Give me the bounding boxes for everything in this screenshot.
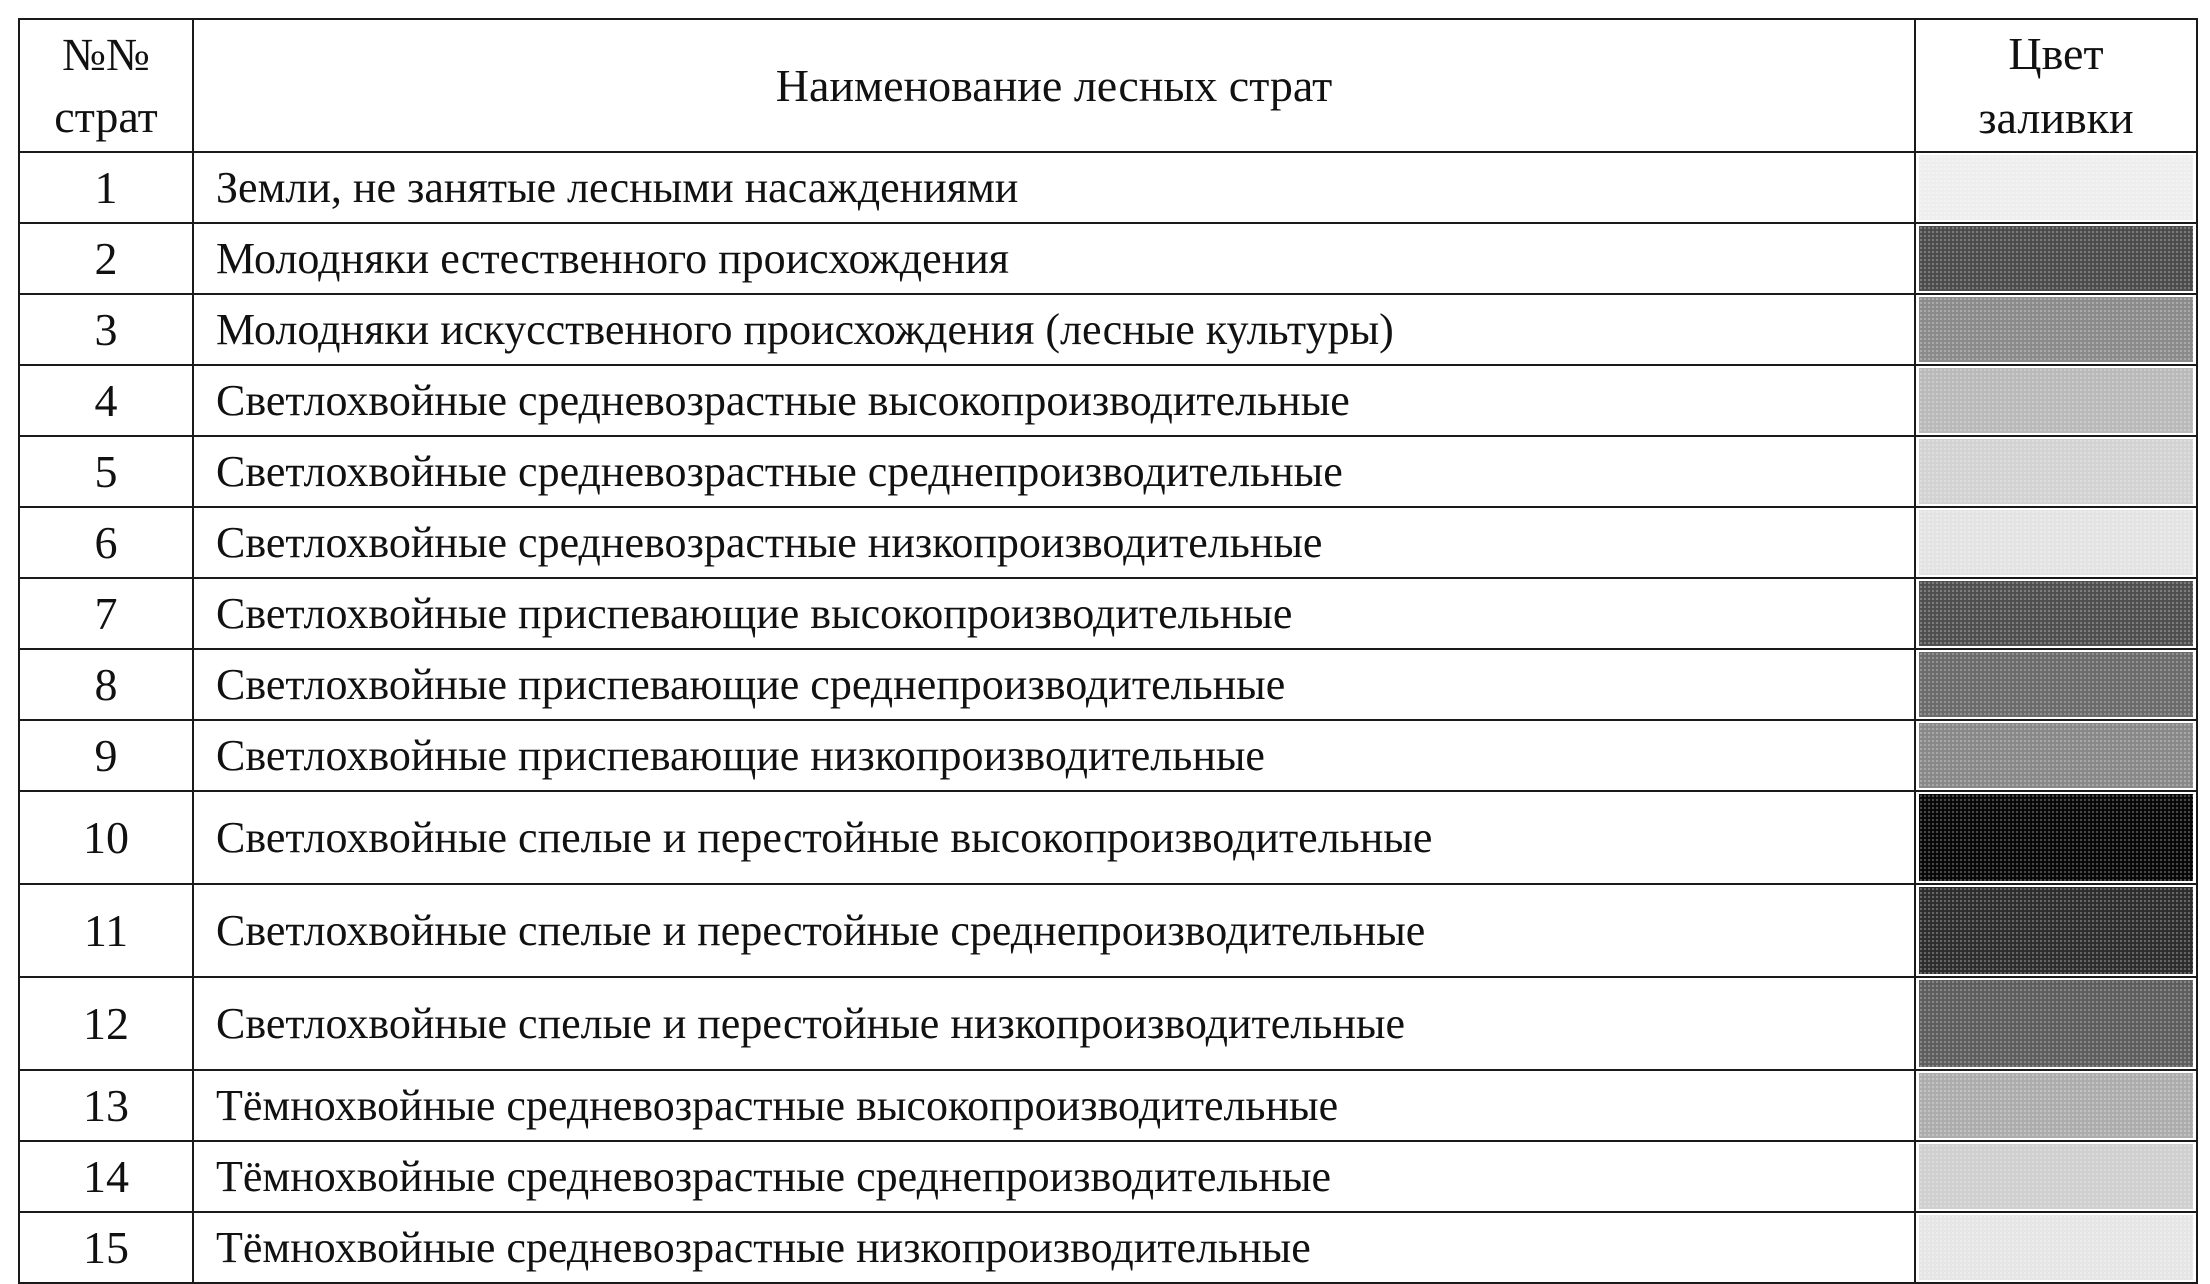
strata-number-cell: 11 bbox=[19, 884, 193, 977]
fill-color-swatch bbox=[1919, 581, 2193, 646]
table-row bbox=[19, 649, 2197, 720]
table-row bbox=[19, 1212, 2197, 1283]
header-number-line2: страт bbox=[54, 90, 158, 142]
table-row bbox=[19, 294, 2197, 365]
fill-color-swatch bbox=[1919, 794, 2193, 881]
fill-color-cell bbox=[1915, 1141, 2197, 1212]
strata-name-cell: Светлохвойные приспевающие среднепроизводительные bbox=[193, 649, 1915, 720]
strata-number-cell: 9 bbox=[19, 720, 193, 791]
fill-color-swatch bbox=[1919, 980, 2193, 1067]
table-row bbox=[19, 1141, 2197, 1212]
strata-name-cell: Светлохвойные средневозрастные низкопроизводительные bbox=[193, 507, 1915, 578]
fill-color-swatch bbox=[1919, 1144, 2193, 1209]
fill-color-cell bbox=[1915, 365, 2197, 436]
fill-color-swatch bbox=[1919, 1073, 2193, 1138]
fill-color-cell bbox=[1915, 1070, 2197, 1141]
fill-color-swatch bbox=[1919, 723, 2193, 788]
strata-number-cell: 2 bbox=[19, 223, 193, 294]
strata-number-cell: 10 bbox=[19, 791, 193, 884]
fill-color-swatch bbox=[1919, 297, 2193, 362]
strata-number-cell: 5 bbox=[19, 436, 193, 507]
fill-color-cell bbox=[1915, 720, 2197, 791]
fill-color-cell bbox=[1915, 649, 2197, 720]
header-number-line1: №№ bbox=[62, 28, 150, 80]
fill-color-cell bbox=[1915, 1212, 2197, 1283]
table-row bbox=[19, 884, 2197, 977]
fill-color-cell bbox=[1915, 223, 2197, 294]
fill-color-swatch bbox=[1919, 226, 2193, 291]
fill-color-cell bbox=[1915, 578, 2197, 649]
strata-number-cell: 8 bbox=[19, 649, 193, 720]
header-color-line2: заливки bbox=[1978, 91, 2134, 143]
strata-name-cell: Светлохвойные средневозрастные среднепроизводительные bbox=[193, 436, 1915, 507]
fill-color-cell bbox=[1915, 884, 2197, 977]
fill-color-swatch bbox=[1919, 510, 2193, 575]
fill-color-swatch bbox=[1919, 155, 2193, 220]
table-row bbox=[19, 152, 2197, 223]
header-strata-name: Наименование лесных страт bbox=[193, 19, 1915, 152]
fill-color-cell bbox=[1915, 507, 2197, 578]
table-row bbox=[19, 791, 2197, 884]
strata-name-cell: Светлохвойные спелые и перестойные среднепроизводительные bbox=[193, 884, 1915, 977]
strata-name-cell: Молодняки естественного происхождения bbox=[193, 223, 1915, 294]
fill-color-swatch bbox=[1919, 1215, 2193, 1280]
strata-name-cell: Светлохвойные средневозрастные высокопроизводительные bbox=[193, 365, 1915, 436]
header-color-line1: Цвет bbox=[2008, 27, 2104, 79]
strata-name-cell: Тёмнохвойные средневозрастные низкопроизводительные bbox=[193, 1212, 1915, 1283]
strata-number-cell: 4 bbox=[19, 365, 193, 436]
table-row bbox=[19, 977, 2197, 1070]
strata-name-cell: Светлохвойные приспевающие высокопроизводительные bbox=[193, 578, 1915, 649]
strata-name-cell: Светлохвойные спелые и перестойные низкопроизводительные bbox=[193, 977, 1915, 1070]
fill-color-swatch bbox=[1919, 439, 2193, 504]
strata-number-cell: 7 bbox=[19, 578, 193, 649]
fill-color-cell bbox=[1915, 152, 2197, 223]
strata-table bbox=[18, 18, 2198, 1284]
strata-number-cell: 15 bbox=[19, 1212, 193, 1283]
fill-color-cell bbox=[1915, 977, 2197, 1070]
table-body bbox=[19, 152, 2197, 1283]
strata-name-cell: Светлохвойные приспевающие низкопроизводительные bbox=[193, 720, 1915, 791]
strata-number-cell: 13 bbox=[19, 1070, 193, 1141]
fill-color-swatch bbox=[1919, 368, 2193, 433]
fill-color-cell bbox=[1915, 791, 2197, 884]
header-strata-number bbox=[19, 19, 193, 152]
table-row bbox=[19, 578, 2197, 649]
strata-name-cell: Земли, не занятые лесными насаждениями bbox=[193, 152, 1915, 223]
header-fill-color bbox=[1915, 19, 2197, 152]
table-row bbox=[19, 365, 2197, 436]
strata-number-cell: 1 bbox=[19, 152, 193, 223]
table-header-row bbox=[19, 19, 2197, 152]
fill-color-cell bbox=[1915, 436, 2197, 507]
strata-number-cell: 14 bbox=[19, 1141, 193, 1212]
fill-color-cell bbox=[1915, 294, 2197, 365]
table-row bbox=[19, 720, 2197, 791]
strata-number-cell: 3 bbox=[19, 294, 193, 365]
table-row bbox=[19, 436, 2197, 507]
fill-color-swatch bbox=[1919, 887, 2193, 974]
strata-number-cell: 6 bbox=[19, 507, 193, 578]
fill-color-swatch bbox=[1919, 652, 2193, 717]
table-row bbox=[19, 1070, 2197, 1141]
strata-number-cell: 12 bbox=[19, 977, 193, 1070]
table-row bbox=[19, 223, 2197, 294]
strata-name-cell: Молодняки искусственного происхождения (лесные культуры) bbox=[193, 294, 1915, 365]
strata-name-cell: Тёмнохвойные средневозрастные среднепроизводительные bbox=[193, 1141, 1915, 1212]
strata-name-cell: Тёмнохвойные средневозрастные высокопроизводительные bbox=[193, 1070, 1915, 1141]
table-row bbox=[19, 507, 2197, 578]
strata-name-cell: Светлохвойные спелые и перестойные высокопроизводительные bbox=[193, 791, 1915, 884]
